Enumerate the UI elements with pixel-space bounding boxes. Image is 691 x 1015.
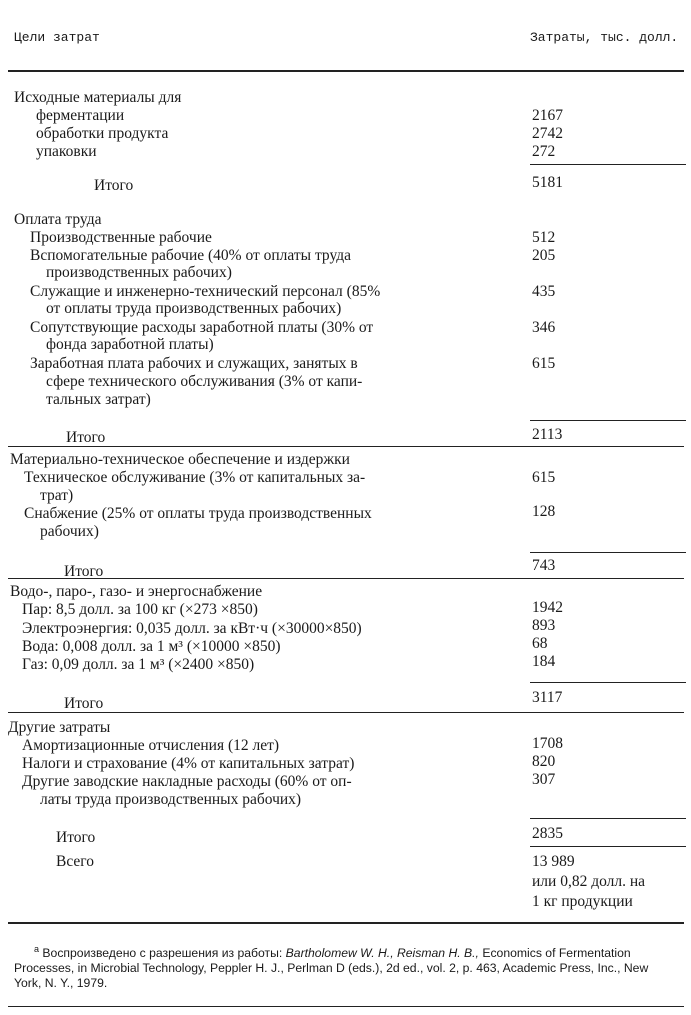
section-title-utilities: Водо-, паро-, газо- и энергоснабжение <box>10 583 263 600</box>
total-value: 743 <box>532 557 556 574</box>
item-label: обработки продукта <box>36 125 169 142</box>
item-label: упаковки <box>36 143 97 160</box>
item-label-cont: фонда заработной платы) <box>46 336 214 353</box>
item-label-cont: рабочих) <box>40 523 99 540</box>
footnote-marker: а <box>34 944 40 954</box>
total-label: Итого <box>66 429 106 446</box>
subtotal-rule <box>530 846 686 847</box>
subtotal-rule <box>530 552 686 553</box>
item-value: 128 <box>532 503 556 520</box>
item-label: ферментации <box>36 107 125 124</box>
grand-total-note: 1 кг продукции <box>532 893 633 910</box>
item-label: Амортизационные отчисления (12 лет) <box>22 737 280 754</box>
footnote <box>14 942 678 991</box>
item-label: Техническое обслуживание (3% от капитальных за- <box>24 469 366 486</box>
subtotal-rule <box>530 420 686 421</box>
item-label: Производственные рабочие <box>30 229 212 246</box>
item-label: Другие заводские накладные расходы (60% от оп- <box>22 773 352 790</box>
grand-total-value: 13 989 <box>532 853 575 870</box>
item-value: 205 <box>532 247 556 264</box>
total-value: 5181 <box>532 174 563 191</box>
item-value: 1942 <box>532 599 563 616</box>
item-label: Пар: 8,5 долл. за 100 кг (×273 ×850) <box>22 601 258 618</box>
footnote-lead: Воспроизведено с разрешения из работы: <box>42 946 283 961</box>
item-value: 346 <box>532 319 556 336</box>
grand-total-note: или 0,82 долл. на <box>532 873 646 890</box>
item-label: Электроэнергия: 0,035 долл. за кВт·ч (×30000×850) <box>22 620 362 637</box>
subtotal-rule <box>530 682 686 683</box>
item-label: Газ: 0,09 долл. за 1 м³ (×2400 ×850) <box>22 656 255 673</box>
item-value: 272 <box>532 143 556 160</box>
total-value: 3117 <box>532 689 563 706</box>
item-label: Вода: 0,008 долл. за 1 м³ (×10000 ×850) <box>22 638 281 655</box>
section-rule <box>8 712 684 713</box>
item-label-cont: тальных затрат) <box>46 391 151 408</box>
subtotal-rule <box>530 164 686 165</box>
subtotal-rule <box>530 818 686 819</box>
item-value: 820 <box>532 753 556 770</box>
total-value: 2113 <box>532 426 563 443</box>
item-value: 435 <box>532 283 556 300</box>
item-value: 68 <box>532 635 548 652</box>
total-label: Итого <box>94 177 134 194</box>
column-header-cost: Затраты, тыс. долл. <box>530 30 679 45</box>
grand-total-label: Всего <box>56 853 95 870</box>
total-value: 2835 <box>532 825 563 842</box>
section-title-other: Другие затраты <box>8 719 111 736</box>
item-value: 615 <box>532 355 556 372</box>
header-rule <box>8 70 684 72</box>
total-label: Итого <box>64 563 104 580</box>
footnote-body: Economics of Fermentation Processes, in Microbial Technology, Peppler H. J., Perlman D (eds.), 2d ed., vol. 2, p. 463, Academic Press, Inc., New York, N. Y., 1979. <box>14 946 649 991</box>
item-value: 2742 <box>532 125 563 142</box>
section-title-materials: Исходные материалы для <box>14 89 182 106</box>
item-label: Заработная плата рабочих и служащих, занятых в <box>30 355 358 372</box>
item-label: Сопутствующие расходы заработной платы (30% от <box>30 319 374 336</box>
footnote-authors: Bartholomew W. H., Reisman H. B., <box>285 946 479 961</box>
item-value: 2167 <box>532 107 563 124</box>
item-value: 307 <box>532 771 556 788</box>
section-title-labor: Оплата труда <box>14 211 102 228</box>
item-label-cont: латы труда производственных рабочих) <box>40 791 302 808</box>
item-value: 512 <box>532 229 556 246</box>
column-header-purpose: Цели затрат <box>14 30 100 45</box>
item-label: Налоги и страхование (4% от капитальных затрат) <box>22 755 355 772</box>
total-label: Итого <box>64 695 104 712</box>
item-label: Снабжение (25% от оплаты труда производственных <box>24 505 372 522</box>
section-rule <box>8 578 684 579</box>
table-bottom-rule <box>8 922 684 924</box>
section-title-supply: Материально-техническое обеспечение и издержки <box>10 451 350 468</box>
item-label: Служащие и инженерно-технический персонал (85% <box>30 283 381 300</box>
item-label: Вспомогательные рабочие (40% от оплаты труда <box>30 247 352 264</box>
item-value: 615 <box>532 469 556 486</box>
item-value: 184 <box>532 653 556 670</box>
item-label-cont: от оплаты труда производственных рабочих) <box>46 300 342 317</box>
section-rule <box>8 446 684 447</box>
item-label-cont: производственных рабочих) <box>46 264 232 281</box>
item-label-cont: сфере технического обслуживания (3% от капи- <box>46 373 363 390</box>
item-value: 1708 <box>532 735 563 752</box>
page-bottom-rule <box>8 1006 684 1007</box>
item-label-cont: трат) <box>40 487 74 504</box>
item-value: 893 <box>532 617 556 634</box>
total-label: Итого <box>56 829 96 846</box>
